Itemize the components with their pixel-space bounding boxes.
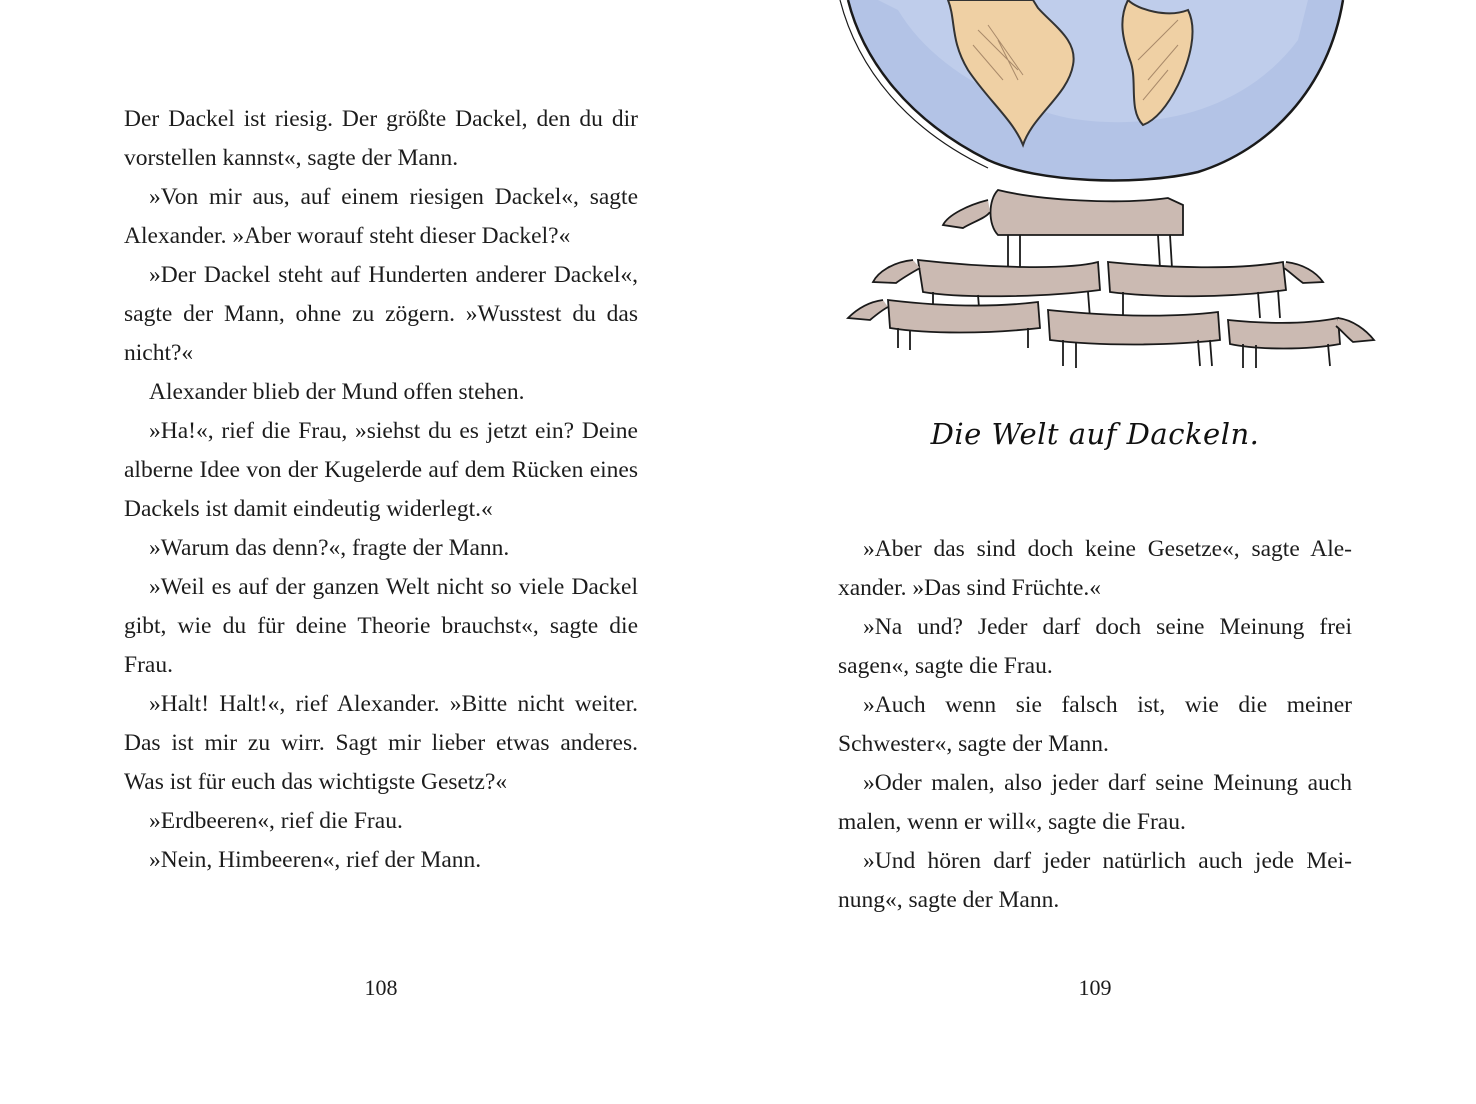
paragraph: »Weil es auf der ganzen Welt nicht so viele Dackel gibt, wie du für deine Theorie brauchst«, sagte die Frau. <box>124 574 638 678</box>
paragraph: »Der Dackel steht auf Hunderten anderer Dackel«, sagte der Mann, ohne zu zögern. »Wusstest du das nicht?« <box>124 262 638 366</box>
page-number: 109 <box>1078 975 1112 1000</box>
paragraph: »Auch wenn sie falsch ist, wie die meiner Schwester«, sagte der Mann. <box>838 692 1352 757</box>
dackel <box>1228 318 1340 349</box>
left-page-text <box>124 100 638 880</box>
page-number: 108 <box>364 975 398 1000</box>
paragraph: »Ha!«, rief die Frau, »siehst du es jetzt ein? Deine alberne Idee von der Kugelerde auf dem Rücken eines Dackels ist damit eindeutig widerlegt.« <box>124 418 638 522</box>
dackel <box>888 300 1040 333</box>
paragraph: »Aber das sind doch keine Gesetze«, sagte Alexander. »Das sind Früchte.« <box>838 536 1352 601</box>
dackel <box>918 260 1100 296</box>
paragraph: »Und hören darf jeder natürlich auch jede Meinung«, sagte der Mann. <box>838 848 1352 913</box>
paragraph: Alexander blieb der Mund offen stehen. <box>149 379 525 405</box>
paragraph: »Oder malen, also jeder darf seine Meinung auch malen, wenn er will«, sagte die Frau. <box>838 770 1352 835</box>
globe <box>840 0 1343 180</box>
paragraph: »Na und? Jeder darf doch seine Meinung frei sagen«, sagte die Frau. <box>838 614 1352 679</box>
paragraph: »Halt! Halt!«, rief Alexander. »Bitte nicht weiter. Das ist mir zu wirr. Sagt mir lieber etwas anderes. Was ist für euch das wichtigste Gesetz?« <box>124 691 638 795</box>
illustration-caption: Die Welt auf Dackeln. <box>930 417 1260 451</box>
dackel-stack <box>848 190 1374 368</box>
paragraph: »Erdbeeren«, rief die Frau. <box>149 808 403 834</box>
paragraph: »Nein, Himbeeren«, rief der Mann. <box>149 847 482 873</box>
dackel <box>1108 262 1286 296</box>
right-page <box>738 0 1476 1104</box>
globe-on-dackels-illustration <box>838 0 1378 390</box>
dackel <box>991 190 1184 235</box>
right-page-text <box>838 530 1352 920</box>
dackel <box>1048 310 1220 345</box>
paragraph: Der Dackel ist riesig. Der größte Dackel, den du dir vorstellen kannst«, sagte der Mann. <box>124 106 638 171</box>
paragraph: »Von mir aus, auf einem riesigen Dackel«, sagte Alexander. »Aber worauf steht dieser Dackel?« <box>124 184 638 249</box>
paragraph: »Warum das denn?«, fragte der Mann. <box>149 535 510 561</box>
